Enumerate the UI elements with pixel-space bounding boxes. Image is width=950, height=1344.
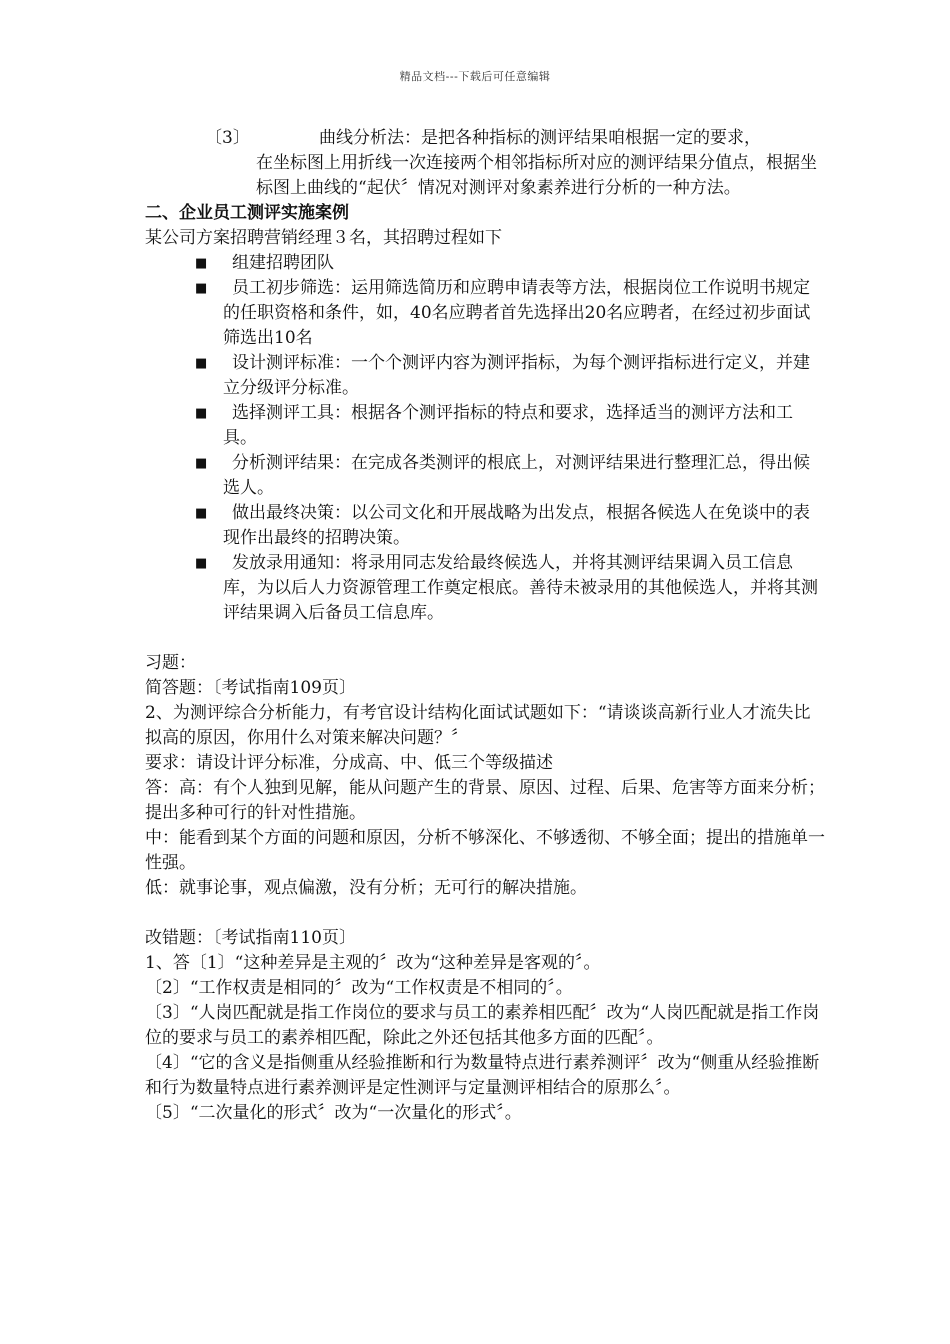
square-bullet-icon: ■ <box>195 406 208 421</box>
spacer <box>145 901 825 926</box>
square-bullet-icon: ■ <box>195 256 208 271</box>
correction-item: 〔5〕“二次量化的形式〞改为“一次量化的形式〞。 <box>145 1103 522 1123</box>
square-bullet-icon: ■ <box>195 356 208 371</box>
correction-item: 1、答〔1〕“这种差异是主观的〞改为“这种差异是客观的〞。 <box>145 953 601 973</box>
correction-item: 〔2〕“工作权责是相同的〞改为“工作权责是不相同的〞。 <box>145 978 573 998</box>
list-item <box>145 501 825 551</box>
short-answer-label: 简答题：〔考试指南109页〕 <box>145 678 356 698</box>
section-intro: 某公司方案招聘营销经理３名，其招聘过程如下 <box>145 228 502 248</box>
square-bullet-icon: ■ <box>195 281 208 296</box>
exercises-title: 习题： <box>145 653 196 673</box>
curve-analysis-item <box>145 126 825 201</box>
section-heading: 二、企业员工测评实施案例 <box>145 203 349 223</box>
correction-item: 〔4〕“它的含义是指侧重从经验推断和行为数量特点进行素养测评〞改为“侧重从经验推断和行为数量特点进行素养测评是定性测评与定量测评相结合的原那么〞。 <box>145 1053 820 1098</box>
requirement-text: 要求：请设计评分标准，分成高、中、低三个等级描述 <box>145 753 553 773</box>
list-item <box>145 551 825 626</box>
answer-high: 答：高：有个人独到见解，能从问题产生的背景、原因、过程、后果、危害等方面来分析；提出多种可行的针对性措施。 <box>145 778 825 823</box>
spacer <box>145 626 825 651</box>
list-item <box>145 276 825 351</box>
list-item <box>145 351 825 401</box>
correction-label: 改错题：〔考试指南110页〕 <box>145 928 356 948</box>
answer-low: 低：就事论事，观点偏激，没有分析；无可行的解决措施。 <box>145 878 587 898</box>
list-item-text: 分析测评结果：在完成各类测评的根底上，对测评结果进行整理汇总，得出候选人。 <box>223 453 810 498</box>
list-item-text: 组建招聘团队 <box>232 253 334 273</box>
list-item <box>145 451 825 501</box>
answer-mid: 中：能看到某个方面的问题和原因，分析不够深化、不够透彻、不够全面；提出的措施单一性强。 <box>145 828 825 873</box>
list-item-text: 发放录用通知：将录用同志发给最终候选人，并将其测评结果调入员工信息库，为以后人力资源管理工作奠定根底。善待未被录用的其他候选人，并将其测评结果调入后备员工信息库。 <box>223 553 818 623</box>
square-bullet-icon: ■ <box>195 556 208 571</box>
question-text: 2、为测评综合分析能力，有考官设计结构化面试试题如下：“请谈谈高新行业人才流失比拟高的原因，你用什么对策来解决问题？〞 <box>145 703 811 748</box>
square-bullet-icon: ■ <box>195 506 208 521</box>
correction-item: 〔3〕“人岗匹配就是指工作岗位的要求与员工的素养相匹配〞改为“人岗匹配就是指工作岗位的要求与员工的素养相匹配，除此之外还包括其他多方面的匹配〞。 <box>145 1003 820 1048</box>
list-item-text: 选择测评工具：根据各个测评指标的特点和要求，选择适当的测评方法和工具。 <box>223 403 793 448</box>
document-body <box>145 126 825 1126</box>
item-title: 曲线分析法：是把各种指标的测评结果咱根据一定的要求， <box>319 128 761 148</box>
list-item-text: 员工初步筛选：运用筛选简历和应聘申请表等方法，根据岗位工作说明书规定的任职资格和条件，如，40名应聘者首先选择出20名应聘者，在经过初步面试筛选出10名 <box>223 278 811 348</box>
list-item-text: 做出最终决策：以公司文化和开展战略为出发点，根据各候选人在免谈中的表现作出最终的招聘决策。 <box>223 503 810 548</box>
recruitment-steps-list <box>145 251 825 626</box>
square-bullet-icon: ■ <box>195 456 208 471</box>
list-item <box>145 401 825 451</box>
page-header: 精品文档---下载后可任意编辑 <box>399 70 551 83</box>
list-item <box>145 251 825 276</box>
item-description: 在坐标图上用折线一次连接两个相邻指标所对应的测评结果分值点，根据坐标图上曲线的“起伏〞情况对测评对象素养进行分析的一种方法。 <box>256 153 817 198</box>
item-number: 〔3〕 <box>205 128 250 148</box>
list-item-text: 设计测评标准：一个个测评内容为测评指标，为每个测评指标进行定义，并建立分级评分标准。 <box>223 353 810 398</box>
